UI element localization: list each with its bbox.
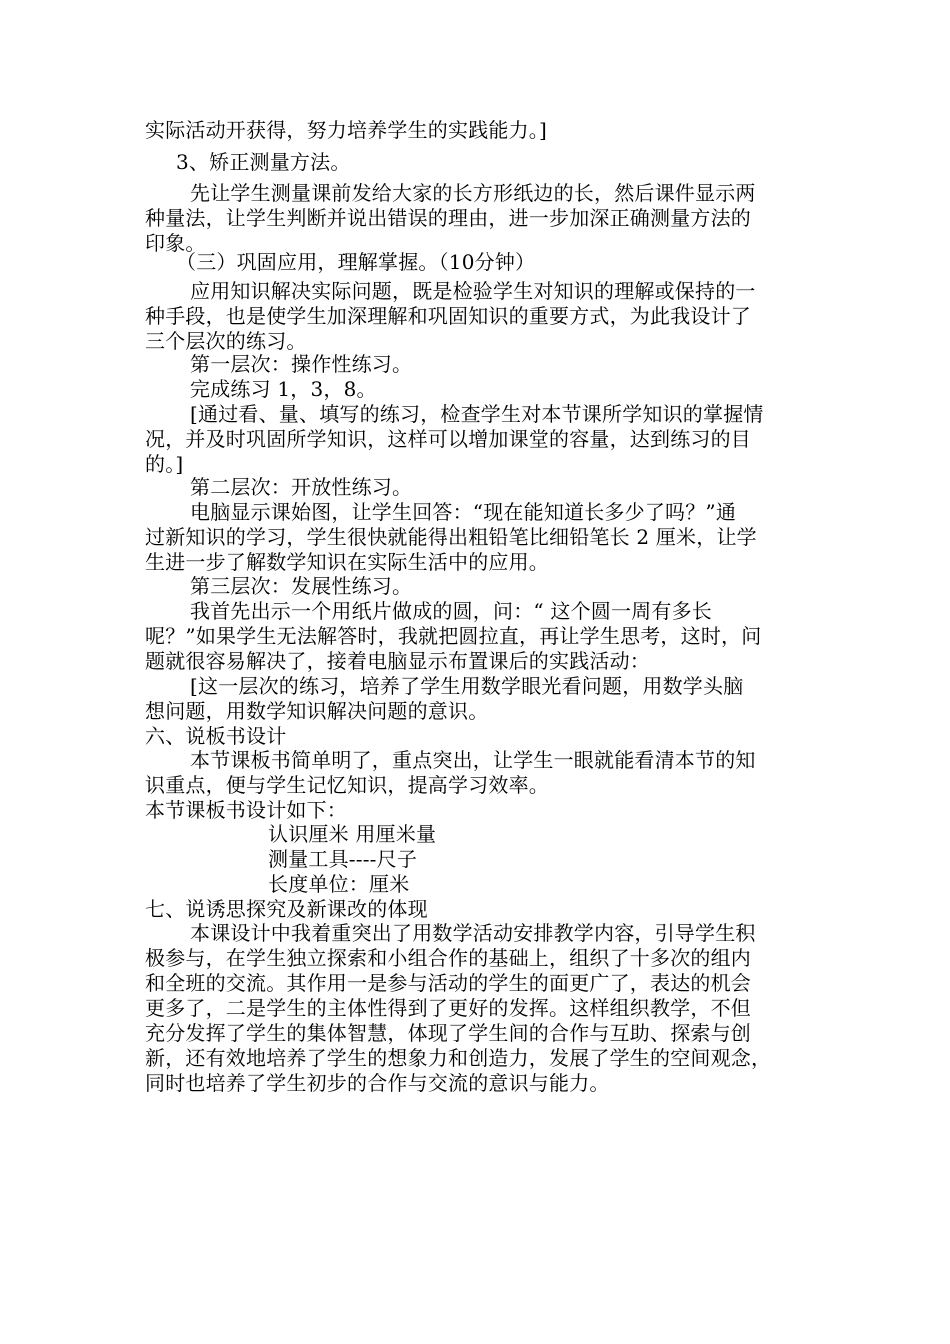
text-line: 况，并及时巩固所学知识，这样可以增加课堂的容量，达到练习的目 bbox=[145, 427, 751, 451]
text-line: 本节课板书设计如下： bbox=[145, 798, 347, 822]
section-heading: 七、说诱思探究及新课改的体现 bbox=[145, 897, 428, 921]
text-line: 识重点，便与学生记忆知识，提高学习效率。 bbox=[145, 773, 549, 797]
text-line: 充分发挥了学生的集体智慧，体现了学生间的合作与互助、探索与创 bbox=[145, 1021, 751, 1045]
board-line: 测量工具----尺子 bbox=[268, 847, 418, 871]
text-line: 新，还有效地培养了学生的想象力和创造力，发展了学生的空间观念， bbox=[145, 1046, 772, 1070]
text-line: 想问题，用数学知识解决问题的意识。 bbox=[145, 699, 489, 723]
text-line: 印象。 bbox=[145, 231, 206, 255]
text-line: 生进一步了解数学知识在实际生活中的应用。 bbox=[145, 550, 549, 574]
text-line: 极参与，在学生独立探索和小组合作的基础上，组织了十多次的组内 bbox=[145, 946, 751, 970]
text-line: 和全班的交流。其作用一是参与活动的学生的面更广了，表达的机会 bbox=[145, 971, 751, 995]
text-line: 更多了，二是学生的主体性得到了更好的发挥。这样组织教学，不但 bbox=[145, 996, 751, 1020]
text-line: 完成练习 1，3，8。 bbox=[190, 377, 377, 401]
text-line: 先让学生测量课前发给大家的长方形纸边的长，然后课件显示两 bbox=[190, 181, 756, 205]
text-line: [这一层次的练习，培养了学生用数学眼光看问题，用数学头脑 bbox=[190, 674, 744, 698]
text-line: 第二层次：开放性练习。 bbox=[190, 475, 413, 499]
board-line: 认识厘米 用厘米量 bbox=[268, 822, 437, 846]
text-line: 第三层次：发展性练习。 bbox=[190, 574, 413, 598]
text-line: 三个层次的练习。 bbox=[145, 329, 307, 353]
text-line: 呢？”如果学生无法解答时，我就把圆拉直，再让学生思考，这时，问 bbox=[145, 624, 762, 648]
text-line: 种量法，让学生判断并说出错误的理由，进一步加深正确测量方法的 bbox=[145, 206, 751, 230]
text-line: 的。] bbox=[145, 452, 184, 476]
text-line: 第一层次：操作性练习。 bbox=[190, 352, 413, 376]
text-line: 电脑显示课始图，让学生回答：“现在能知道长多少了吗？”通 bbox=[190, 500, 737, 524]
text-line: 本节课板书简单明了，重点突出，让学生一眼就能看清本节的知 bbox=[190, 748, 756, 772]
text-line: 过新知识的学习，学生很快就能得出粗铅笔比细铅笔长 2 厘米，让学 bbox=[145, 525, 757, 549]
text-line: 本课设计中我着重突出了用数学活动安排教学内容，引导学生积 bbox=[190, 921, 756, 945]
board-line: 长度单位：厘米 bbox=[268, 872, 410, 896]
text-line: 种手段，也是使学生加深理解和巩固知识的重要方式，为此我设计了 bbox=[145, 304, 751, 328]
text-line: 同时也培养了学生初步的合作与交流的意识与能力。 bbox=[145, 1071, 610, 1095]
section-heading: 六、说板书设计 bbox=[145, 724, 287, 748]
section-heading: （三）巩固应用，理解掌握。（10分钟） bbox=[176, 250, 536, 274]
text-line: 应用知识解决实际问题，既是检验学生对知识的理解或保持的一 bbox=[190, 279, 756, 303]
text-line: 实际活动开获得，努力培养学生的实践能力。] bbox=[145, 118, 548, 142]
text-line: 我首先出示一个用纸片做成的圆，问：“ 这个圆一周有多长 bbox=[190, 599, 712, 623]
text-line: 3、矫正测量方法。 bbox=[176, 150, 351, 174]
text-line: [通过看、量、填写的练习，检查学生对本节课所学知识的掌握情 bbox=[190, 402, 764, 426]
text-line: 题就很容易解决了，接着电脑显示布置课后的实践活动： bbox=[145, 649, 650, 673]
